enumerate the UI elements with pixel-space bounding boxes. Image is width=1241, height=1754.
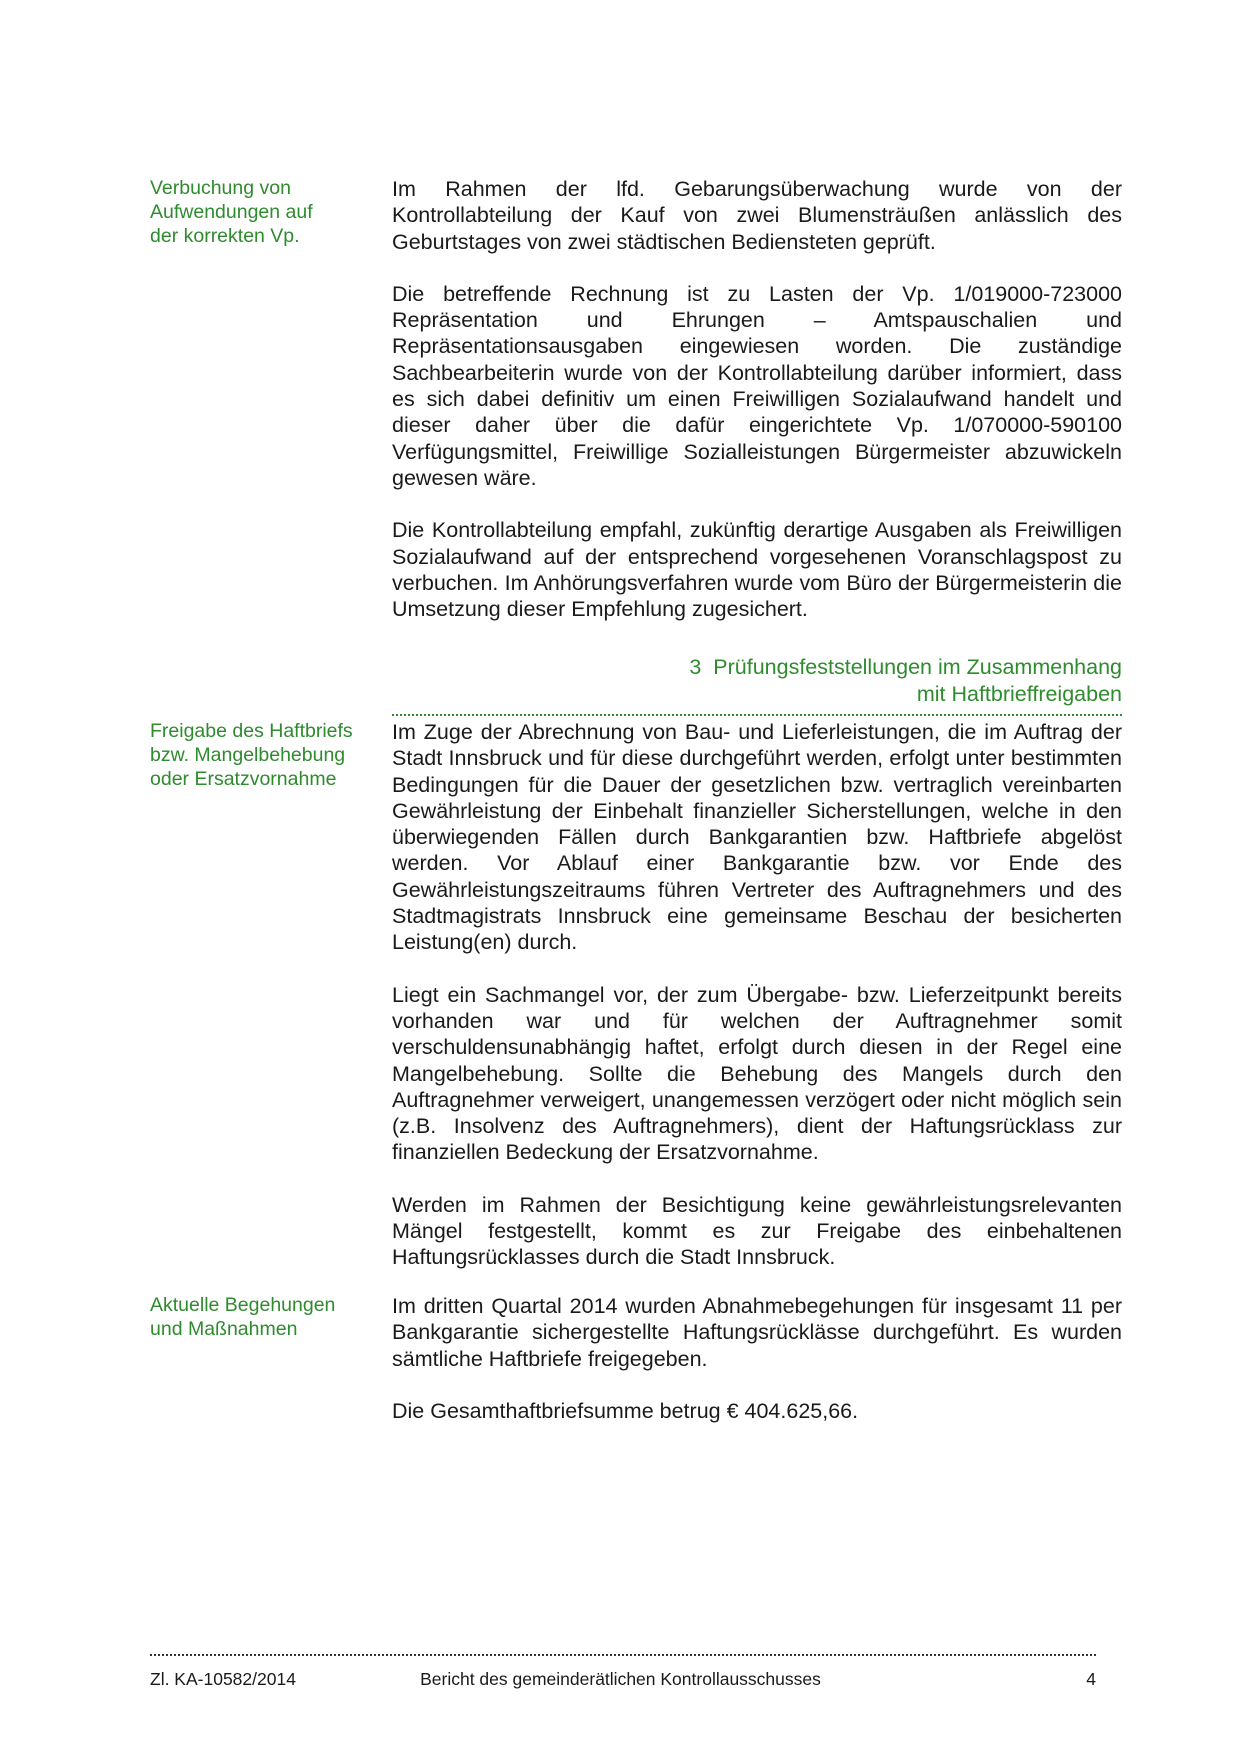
margin-note-text: Verbuchung von Aufwendungen auf der korrekten Vp.	[150, 177, 313, 247]
section-number: 3	[689, 655, 702, 679]
paragraph: Liegt ein Sachmangel vor, der zum Übergabe- bzw. Lieferzeitpunkt bereits vorhanden war und für welchen der Auftragnehmer somit verschuldensunabhängig haftet, erfolgt durch diesen in der Regel eine Mangelbehebung. Sollte die Behebung des Mangels durch den Auftragnehmer verweigert, unangemessen verzögert oder nicht möglich sein (z.B. Insolvenz des Auftragnehmers), dient der Haftungsrücklass zur finanziellen Bedeckung der Ersatzvornahme.	[392, 982, 1122, 1165]
margin-note-text: Freigabe des Haftbriefs bzw. Mangelbehebung oder Ersatzvornahme	[150, 720, 353, 790]
section-heading	[392, 654, 1122, 716]
margin-note-text: Aktuelle Begehungen und Maßnahmen	[150, 1294, 336, 1340]
paragraph: Die Kontrollabteilung empfahl, zukünftig derartige Ausgaben als Freiwilligen Sozialaufwand auf der entsprechend vorgesehenen Voranschlagspost zu verbuchen. Im Anhörungsverfahren wurde vom Büro der Bürgermeisterin die Umsetzung dieser Empfehlung zugesichert.	[392, 518, 1122, 622]
section-freigabe-body	[392, 719, 1122, 1297]
section-begehungen-body	[392, 1293, 1122, 1450]
margin-note-verbuchung	[150, 176, 370, 248]
margin-note-begehungen	[150, 1293, 370, 1341]
section-heading-line1	[392, 654, 1122, 681]
section-title-line1: Prüfungsfeststellungen im Zusammenhang	[713, 655, 1122, 679]
section-verbuchung-body	[392, 176, 1122, 648]
footer-divider	[150, 1654, 1096, 1656]
page-number: 4	[1086, 1669, 1096, 1689]
paragraph: Die betreffende Rechnung ist zu Lasten der Vp. 1/019000-723000 Repräsentation und Ehrungen – Amtspauschalien und Repräsentationsausgaben eingewiesen worden. Die zuständige Sachbearbeiterin wurde von der Kontrollabteilung darüber informiert, dass es sich dabei definitiv um einen Freiwilligen Sozialaufwand handelt und dieser daher über die dafür eingerichtete Vp. 1/070000-590100 Verfügungsmittel, Freiwillige Sozialleistungen Bürgermeister abzuwickeln gewesen wäre.	[392, 281, 1122, 490]
paragraph: Im Rahmen der lfd. Gebarungsüberwachung wurde von der Kontrollabteilung der Kauf von zwei Blumensträußen anlässlich des Geburtstages von zwei städtischen Bediensteten geprüft.	[392, 177, 1122, 254]
section-title-line2: mit Haftbrieffreigaben	[916, 682, 1122, 706]
paragraph: Werden im Rahmen der Besichtigung keine gewährleistungsrelevanten Mängel festgestellt, kommt es zur Freigabe des einbehaltenen Haftungsrücklasses durch die Stadt Innsbruck.	[392, 1192, 1122, 1270]
footer-reference: Zl. KA-10582/2014	[150, 1669, 296, 1689]
paragraph: Im dritten Quartal 2014 wurden Abnahmebegehungen für insgesamt 11 per Bankgarantie sichergestellte Haftungsrücklässe durchgeführt. Es wurden sämtliche Haftbriefe freigegeben.	[392, 1294, 1122, 1371]
paragraph: Im Zuge der Abrechnung von Bau- und Lieferleistungen, die im Auftrag der Stadt Innsbruck und für diese durchgeführt werden, erfolgt unter bestimmten Bedingungen für die Dauer der gesetzlichen bzw. vertraglich vereinbarten Gewährleistung der Einbehalt finanzieller Sicherstellungen, welche in den überwiegenden Fällen durch Bankgarantien bzw. Haftbriefe abgelöst werden. Vor Ablauf einer Bankgarantie bzw. vor Ende des Gewährleistungszeitraums führen Vertreter des Auftragnehmers und des Stadtmagistrats Innsbruck eine gemeinsame Beschau der besicherten Leistung(en) durch.	[392, 720, 1122, 955]
paragraph: Die Gesamthaftbriefsumme betrug € 404.625,66.	[392, 1398, 859, 1423]
margin-note-freigabe	[150, 719, 370, 791]
footer-title: Bericht des gemeinderätlichen Kontrollausschusses	[420, 1669, 821, 1689]
